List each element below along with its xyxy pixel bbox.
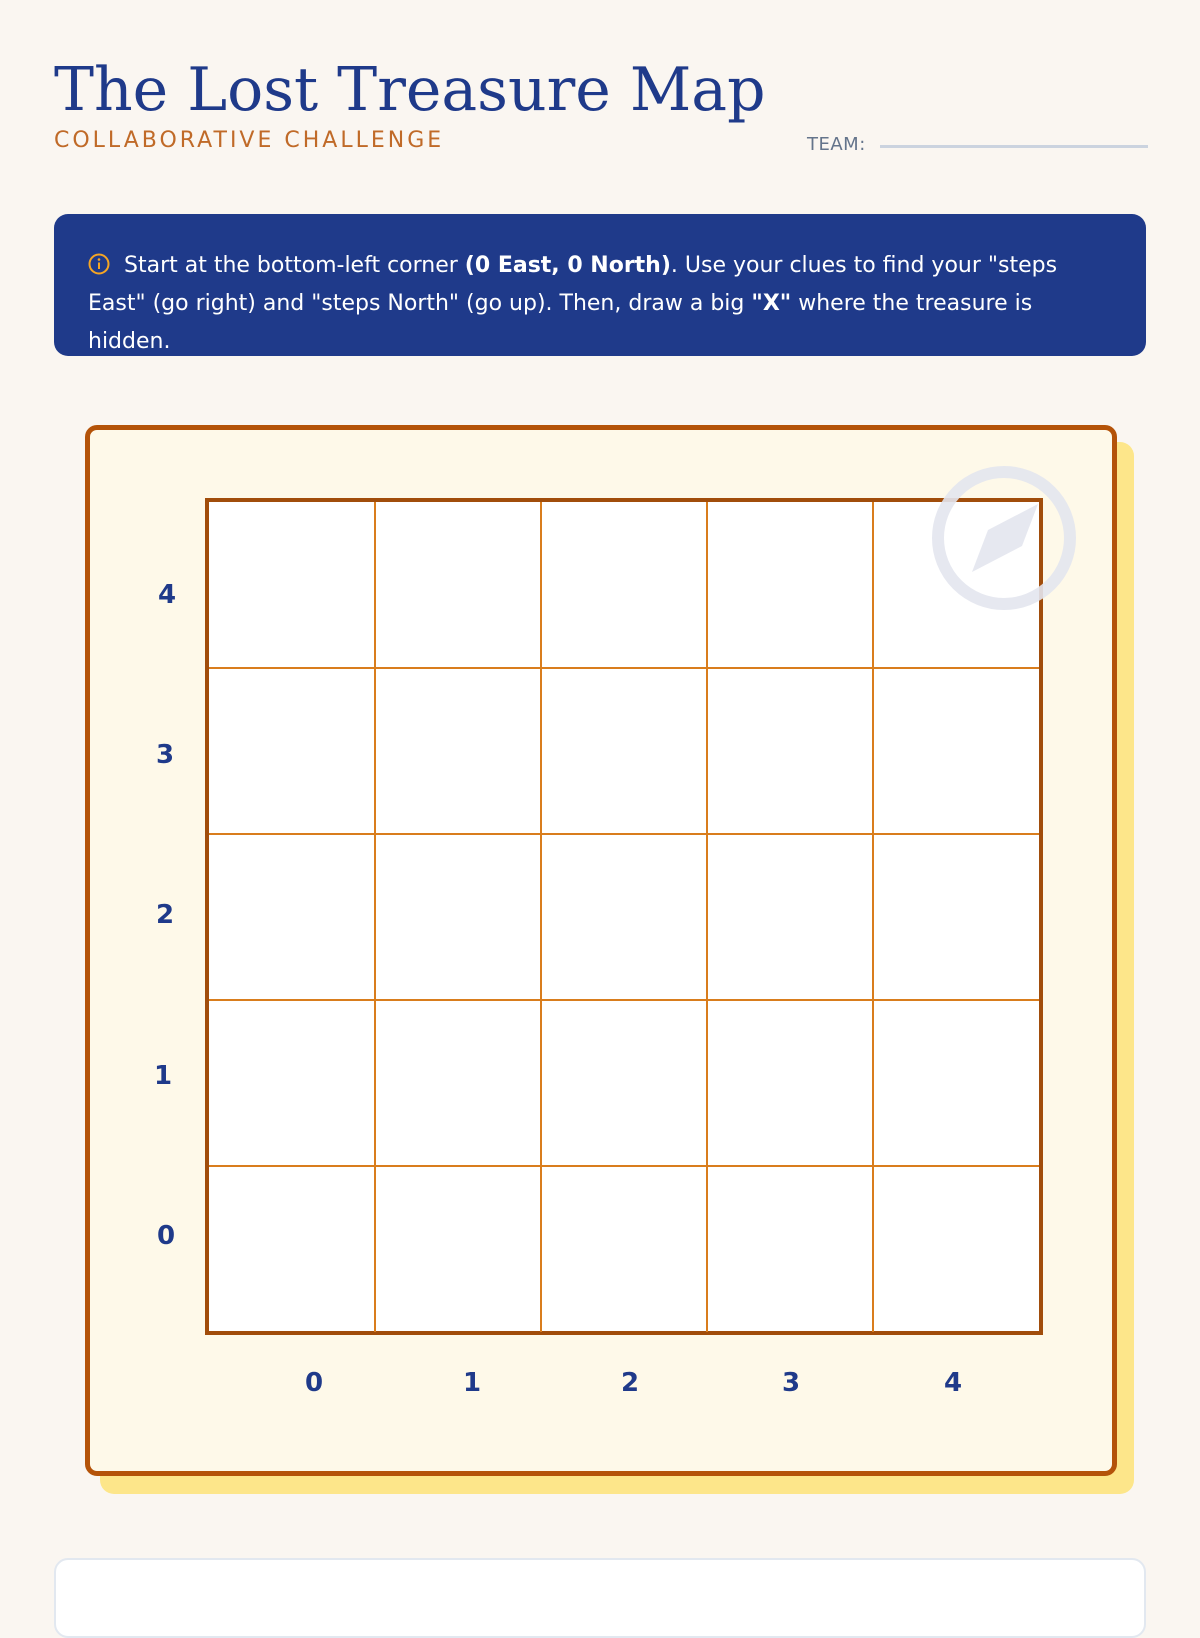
treasure-grid[interactable] — [205, 498, 1043, 1335]
clues-card — [54, 1558, 1146, 1638]
instructions-segment: . Use your clues to find your "steps East" (go right) and "steps North" (go up). Then, draw a big — [88, 253, 1058, 316]
y-axis-label: 4 — [157, 580, 177, 610]
grid-line-horizontal — [209, 999, 1039, 1001]
instructions-box — [54, 214, 1146, 356]
page-title: The Lost Treasure Map — [54, 55, 766, 125]
x-axis-label: 2 — [620, 1368, 640, 1398]
compass-icon — [930, 464, 1078, 612]
info-icon — [88, 250, 110, 272]
team-label: TEAM: — [807, 134, 866, 155]
x-axis-label: 4 — [943, 1368, 963, 1398]
grid-line-horizontal — [209, 833, 1039, 835]
instructions-segment: Start at the bottom-left corner — [124, 253, 465, 278]
instructions-emphasis: "X" — [751, 291, 792, 316]
grid-line-horizontal — [209, 1165, 1039, 1167]
y-axis-label: 3 — [155, 740, 175, 770]
grid-line-vertical — [872, 502, 874, 1332]
instructions-emphasis: (0 East, 0 North) — [464, 253, 671, 278]
grid-line-vertical — [374, 502, 376, 1332]
y-axis-label: 2 — [155, 900, 175, 930]
grid-line-vertical — [540, 502, 542, 1332]
grid-line-horizontal — [209, 667, 1039, 669]
x-axis-label: 3 — [781, 1368, 801, 1398]
team-name-line[interactable] — [880, 145, 1148, 148]
x-axis-label: 1 — [462, 1368, 482, 1398]
y-axis-label: 0 — [156, 1221, 176, 1251]
page-subtitle: COLLABORATIVE CHALLENGE — [54, 128, 445, 153]
grid-line-vertical — [706, 502, 708, 1332]
instructions-segment: where the treasure is hidden. — [88, 291, 1033, 354]
x-axis-label: 0 — [304, 1368, 324, 1398]
y-axis-label: 1 — [153, 1061, 173, 1091]
instructions-text — [88, 253, 1057, 354]
